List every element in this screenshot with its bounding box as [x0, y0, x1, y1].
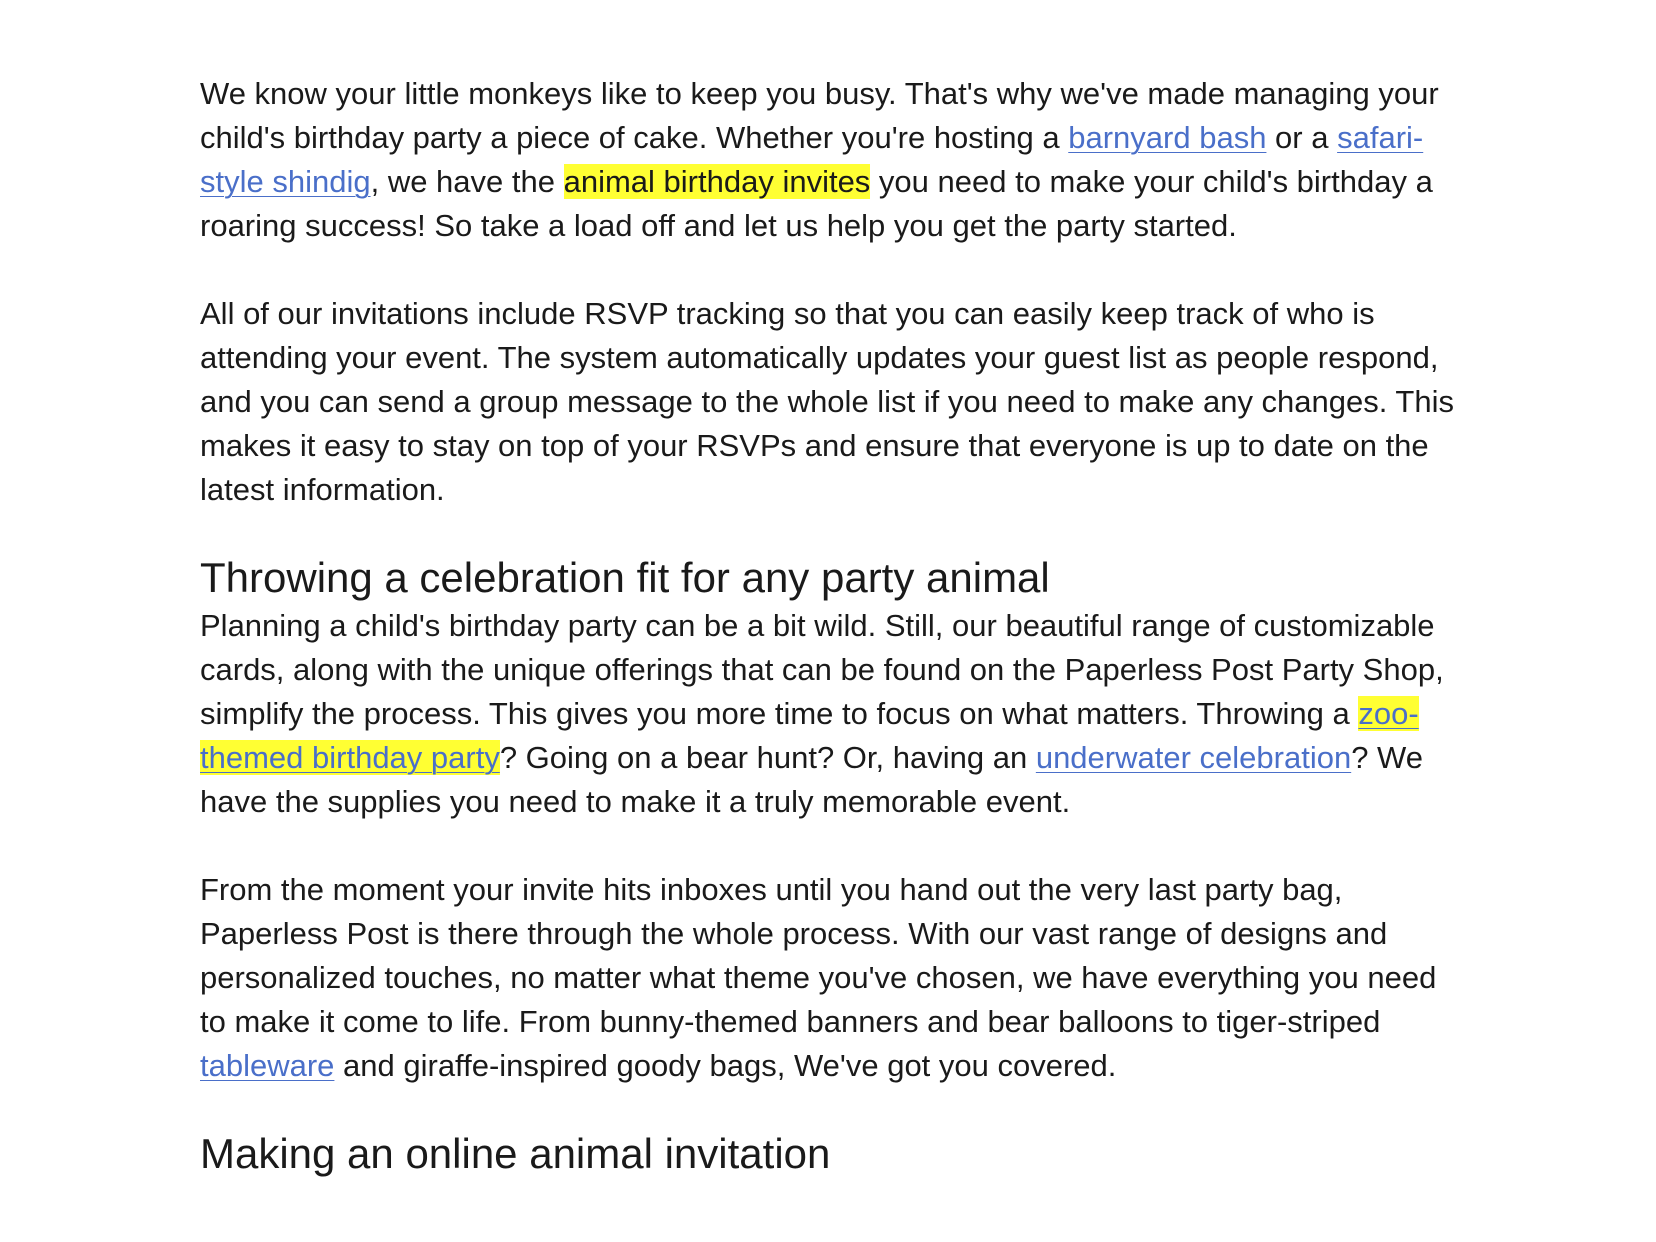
- document-body: [200, 72, 1465, 1180]
- rsvp-paragraph: All of our invitations include RSVP tracking so that you can easily keep track of who is attending your event. The system automatically updates your guest list as people respond, and you can send a group message to the whole list if you need to make any changes. This makes it easy to stay on top of your RSVPs and ensure that everyone is up to date on the latest information.: [200, 296, 1454, 507]
- planning-text-3: ? We have the supplies you need to make it a truly memorable event.: [200, 740, 1423, 819]
- planning-paragraph: [200, 604, 1465, 824]
- intro-text-2: or a: [1266, 120, 1338, 155]
- process-text-2: and giraffe-inspired goody bags, We've got you covered.: [334, 1048, 1117, 1083]
- process-paragraph: [200, 868, 1465, 1088]
- celebration-heading: Throwing a celebration fit for any party animal: [200, 554, 1050, 601]
- safari-shindig-link[interactable]: safari-style shindig: [200, 120, 1424, 199]
- planning-text-1: Planning a child's birthday party can be a bit wild. Still, our beautiful range of customizable cards, along with the unique offerings that can be found on the Paperless Post Party Shop, simplify the process. This gives you more time to focus on what matters. Throwing a: [200, 608, 1444, 731]
- online-invitation-heading: Making an online animal invitation: [200, 1130, 831, 1177]
- intro-paragraph: [200, 72, 1465, 248]
- paragraph-spacer: [200, 824, 1465, 868]
- zoo-party-link[interactable]: zoo-themed birthday party: [200, 696, 1419, 775]
- tableware-link[interactable]: tableware: [200, 1048, 335, 1083]
- paragraph-spacer: [200, 248, 1465, 292]
- intro-text-4: you need to make your child's birthday a roaring success! So take a load off and let us help you get the party started.: [200, 164, 1433, 243]
- underwater-celebration-link[interactable]: underwater celebration: [1035, 740, 1352, 775]
- planning-text-2: ? Going on a bear hunt? Or, having an: [499, 740, 1036, 775]
- intro-text-3: , we have the: [370, 164, 564, 199]
- animal-invites-highlight: animal birthday invites: [563, 164, 871, 199]
- process-text-1: From the moment your invite hits inboxes until you hand out the very last party bag, Paperless Post is there through the whole process. With our vast range of designs and personalized touches, no matter what theme you've chosen, we have everything you need to make it come to life. From bunny-themed banners and bear balloons to tiger-striped: [200, 872, 1437, 1039]
- barnyard-bash-link[interactable]: barnyard bash: [1068, 120, 1267, 155]
- intro-text-1: We know your little monkeys like to keep you busy. That's why we've made managing your child's birthday party a piece of cake. Whether you're hosting a: [200, 76, 1439, 155]
